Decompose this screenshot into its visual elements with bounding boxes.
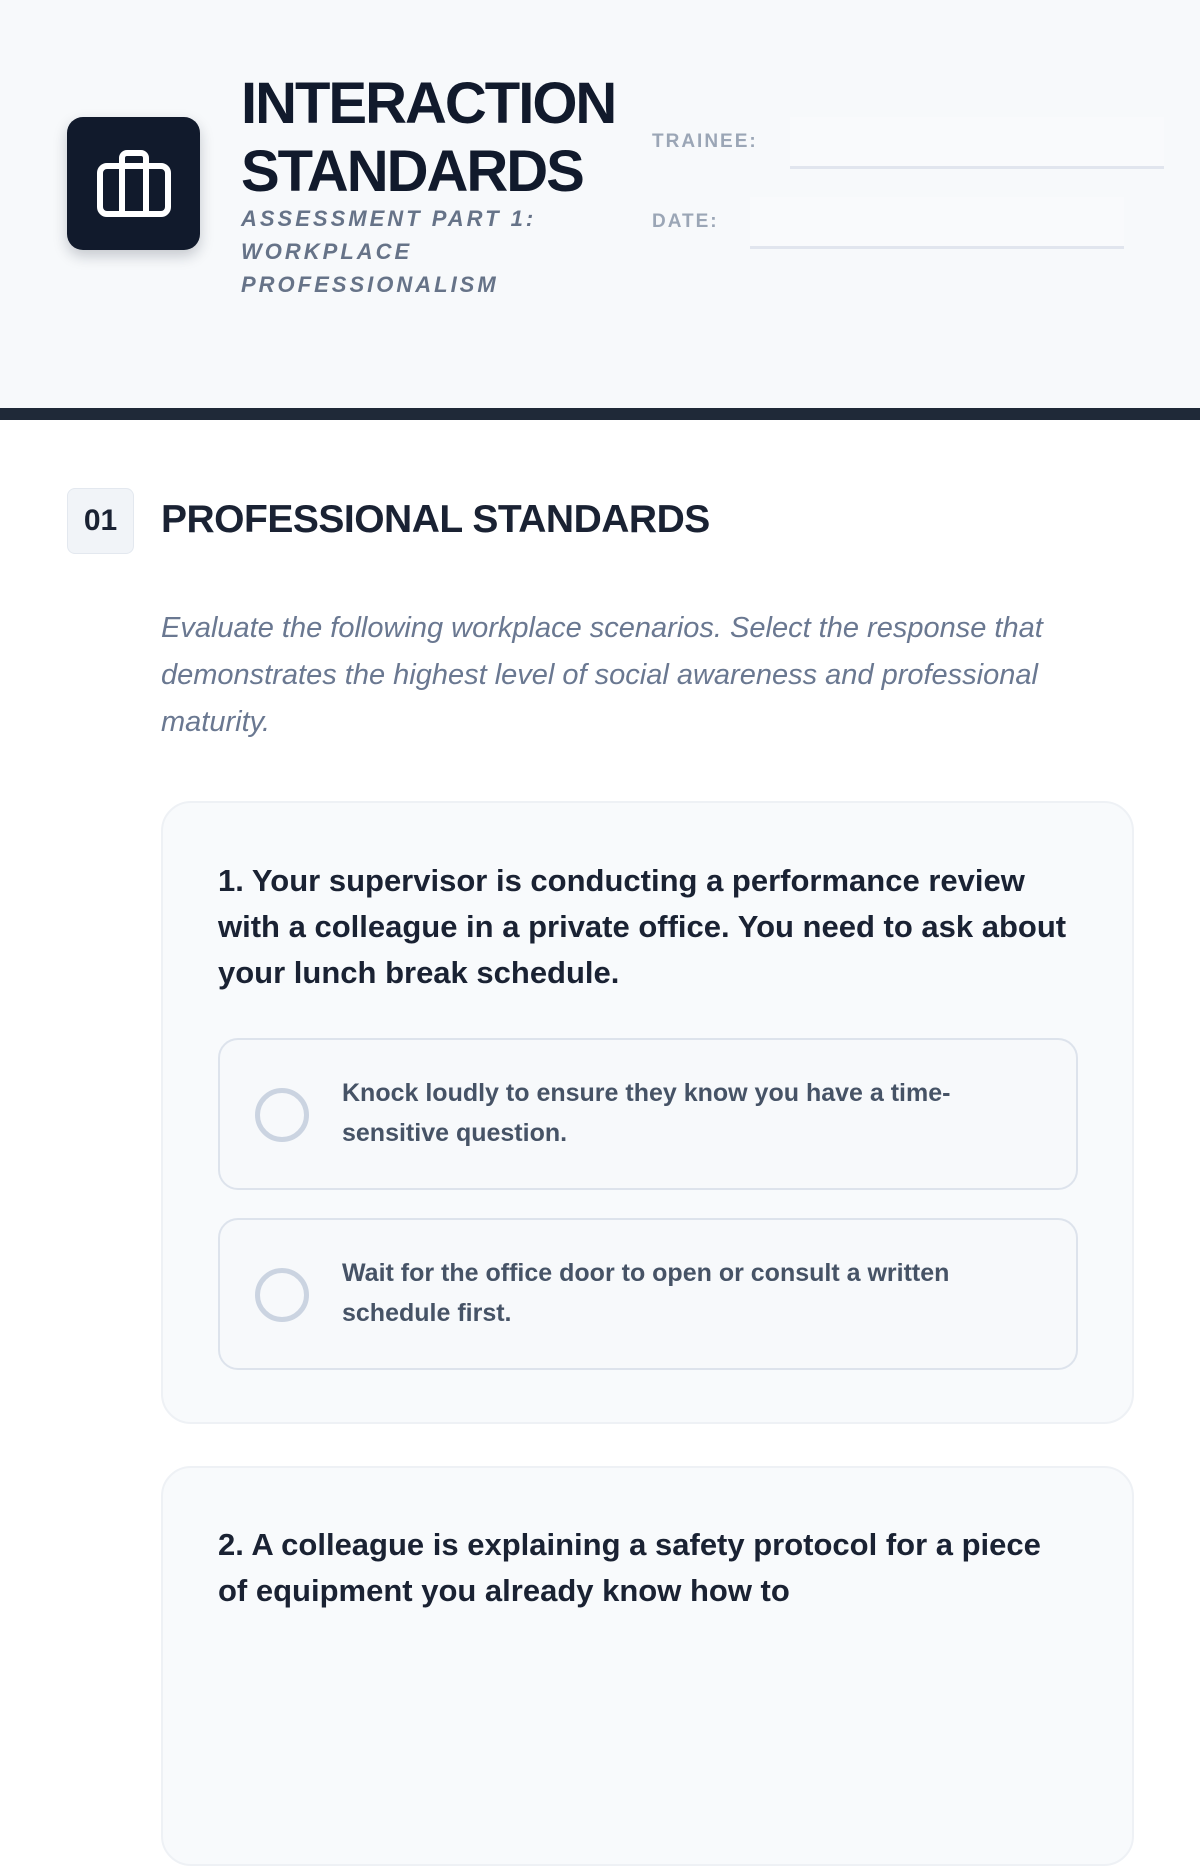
radio-button[interactable] (255, 1088, 309, 1142)
question-card (161, 1466, 1134, 1866)
question-text: 2. A colleague is explaining a safety protocol for a piece of equipment you already know how to (218, 1527, 1041, 1608)
date-field[interactable] (750, 197, 1124, 249)
answer-option-label: Wait for the office door to open or consult a written schedule first. (342, 1259, 950, 1327)
radio-button[interactable] (255, 1268, 309, 1322)
question-text: 1. Your supervisor is conducting a performance review with a colleague in a private office. You need to ask about your lunch break schedule. (218, 863, 1067, 990)
trainee-label: TRAINEE: (652, 131, 758, 152)
answer-option[interactable] (218, 1038, 1078, 1190)
page-subtitle: ASSESSMENT PART 1: WORKPLACE PROFESSIONALISM (241, 206, 537, 297)
header-divider (0, 408, 1200, 420)
briefcase-icon (96, 148, 172, 220)
section-title: PROFESSIONAL STANDARDS (161, 498, 710, 541)
page-title: INTERACTION STANDARDS (241, 71, 616, 204)
answer-option-label: Knock loudly to ensure they know you have a time-sensitive question. (342, 1079, 951, 1147)
logo-tile (67, 117, 200, 250)
answer-option[interactable] (218, 1218, 1078, 1370)
section-instructions: Evaluate the following workplace scenarios. Select the response that demonstrates the highest level of social awareness and professional maturity. (161, 612, 1043, 738)
assessment-header (0, 0, 1200, 408)
trainee-field[interactable] (790, 117, 1164, 169)
section-number-badge: 01 (67, 488, 134, 554)
question-card (161, 801, 1134, 1424)
date-label: DATE: (652, 211, 719, 232)
